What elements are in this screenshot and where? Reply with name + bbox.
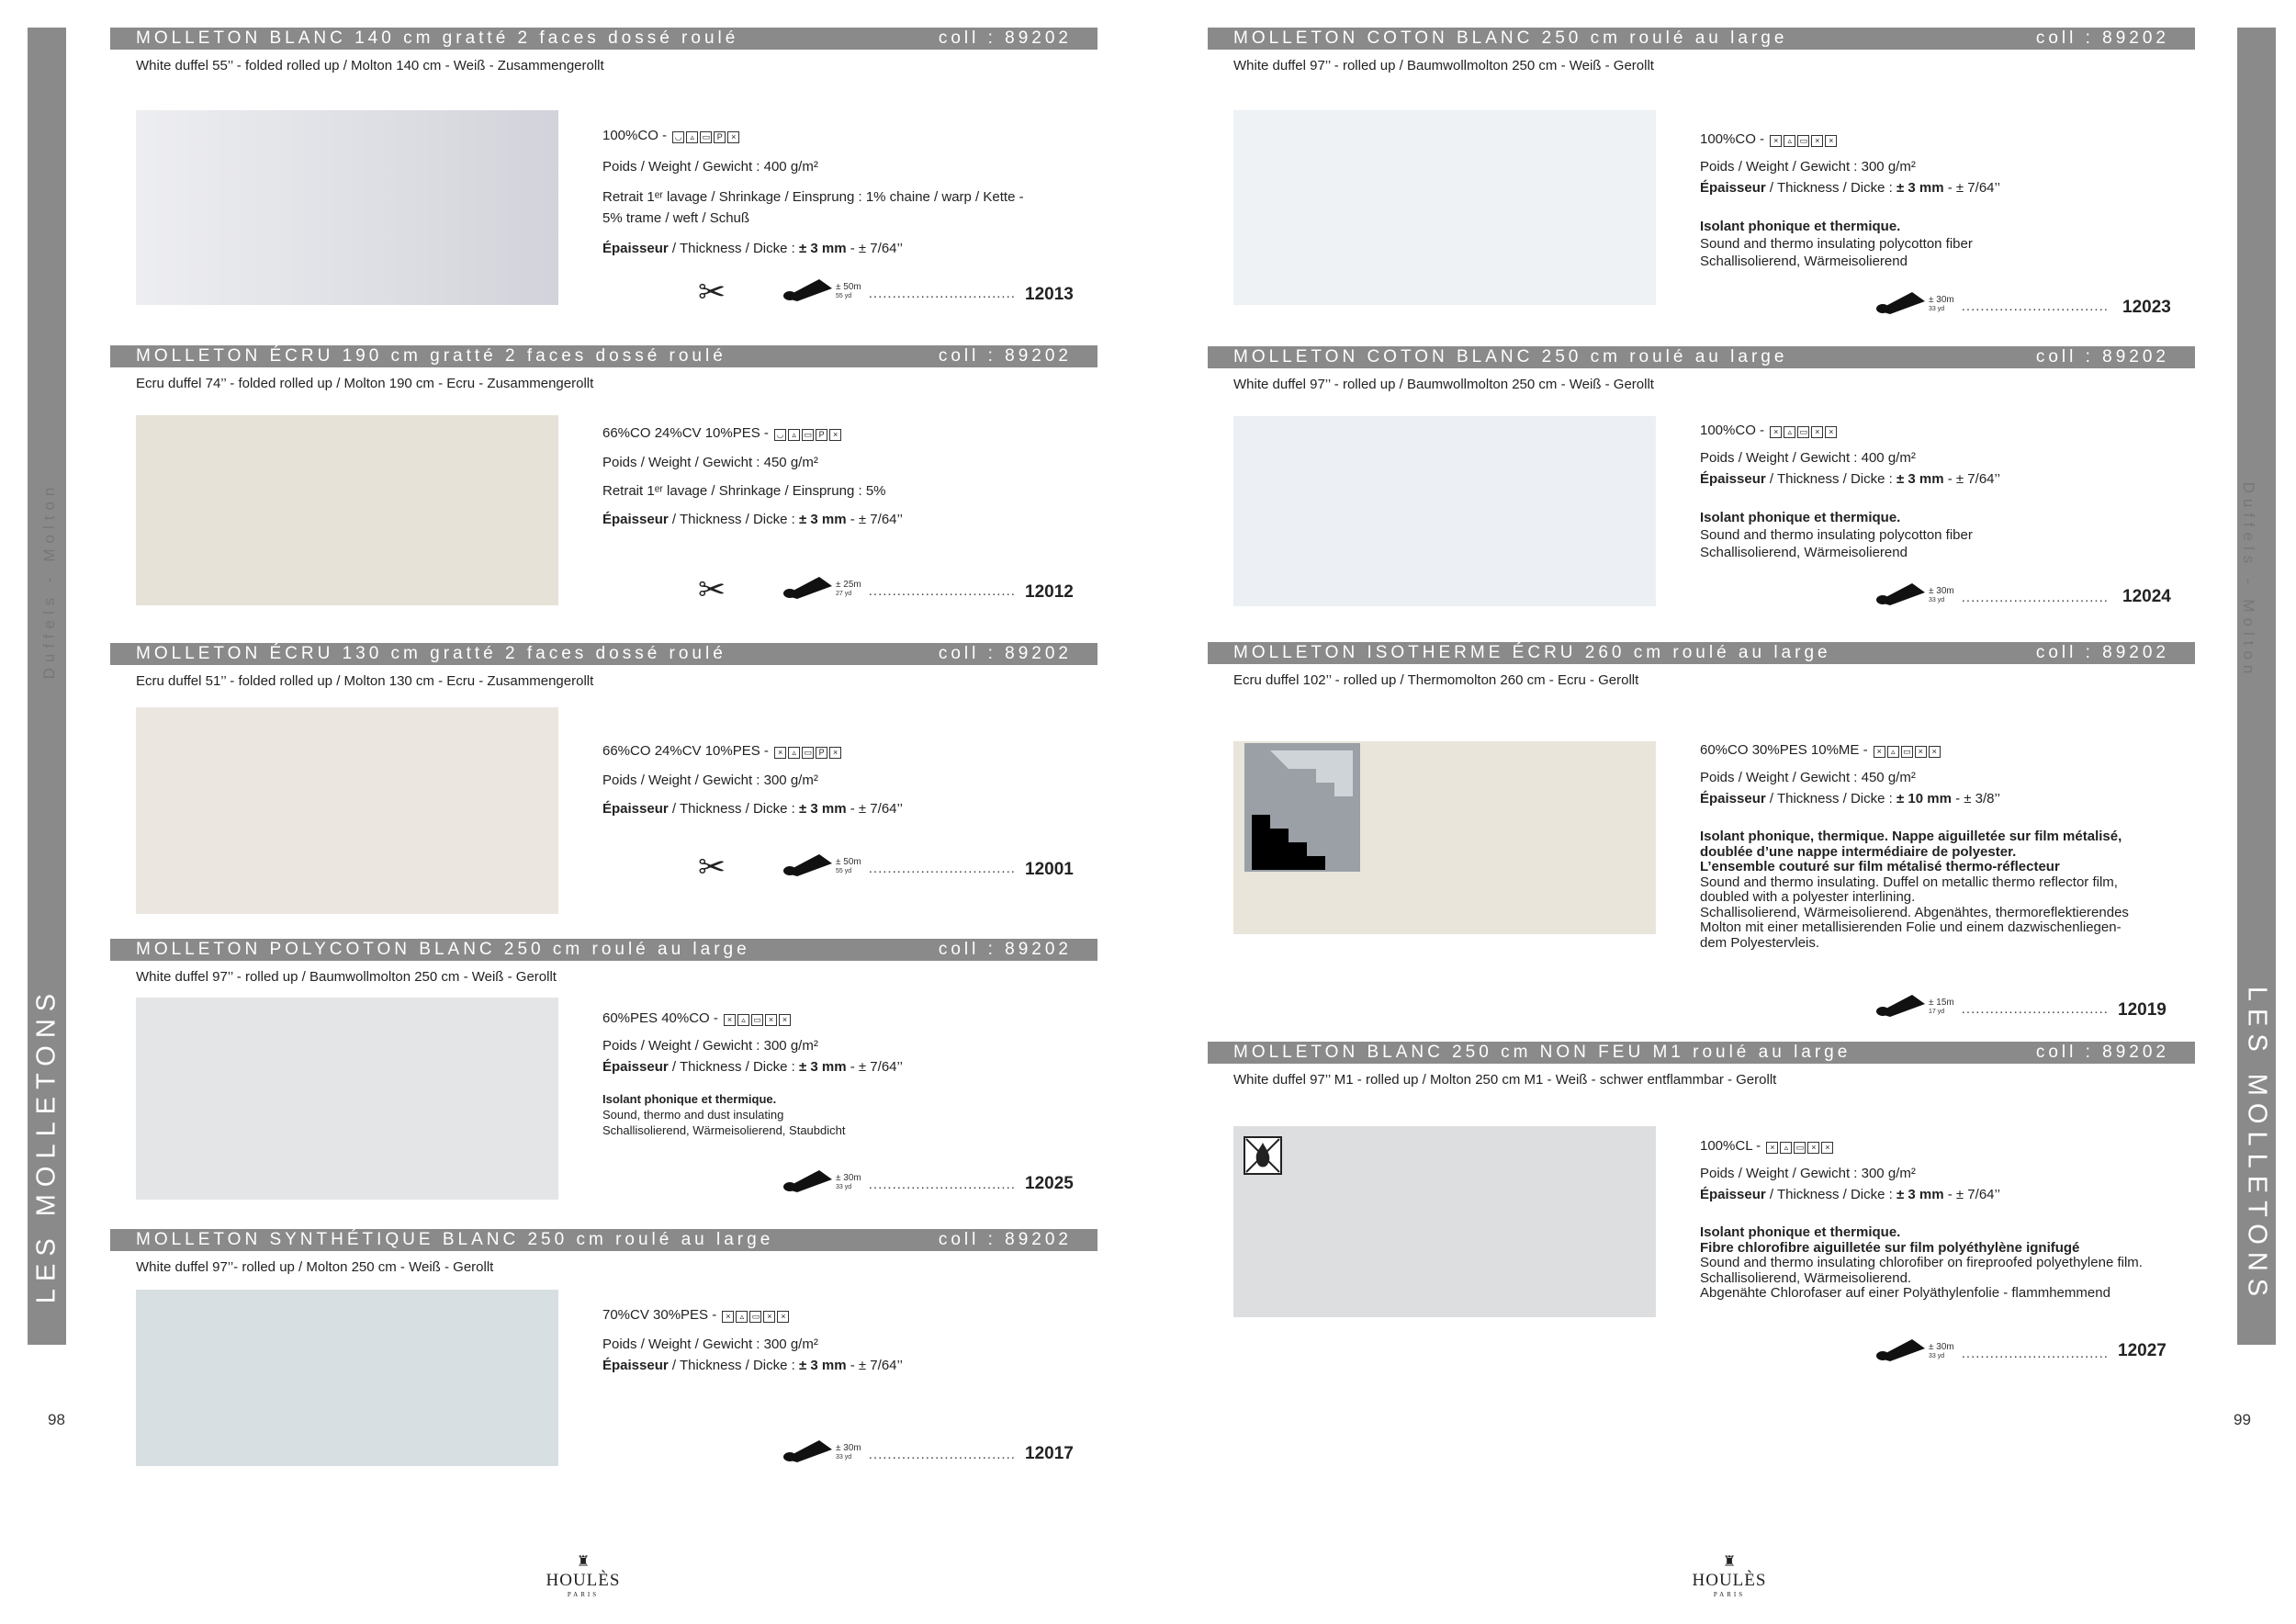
care-icons: × ▵ ▭ × × (1768, 420, 1837, 441)
care-icons: × ▵ ▭ × × (722, 1008, 791, 1029)
product-specs (1700, 129, 2000, 270)
page-number-left: 98 (48, 1411, 65, 1428)
collection-code: coll : 89202 (2035, 347, 2169, 367)
reference-number: 12001 (1025, 860, 1074, 879)
thickness-inch: - ± 7/64’’ (1943, 179, 2000, 196)
roll-length (782, 573, 1016, 599)
roll-length (782, 276, 1016, 301)
shrinkage: Retrait 1ᵉʳ lavage / Shrinkage / Einsprung : 1% chaine / warp / Kette - (602, 188, 1024, 205)
product-subtitle: White duffel 55’’ - folded rolled up / Molton 140 cm - Weiß - Zusammengerollt (136, 58, 604, 73)
leader-dots: ............................... (1961, 1346, 2109, 1361)
weight: Poids / Weight / Gewicht : 450 g/m² (1700, 769, 1916, 785)
product-title: MOLLETON SYNTHÉTIQUE BLANC 250 cm roulé au large (136, 1230, 774, 1249)
product-title: MOLLETON ÉCRU 190 cm gratté 2 faces dossé roulé (136, 346, 726, 366)
product-card (110, 643, 1097, 919)
product-subtitle: White duffel 97’’- rolled up / Molton 250 cm - Weiß - Gerollt (136, 1259, 494, 1275)
product-title: MOLLETON BLANC 140 cm gratté 2 faces dossé roulé (136, 28, 739, 48)
fabric-swatch (136, 1290, 558, 1466)
thickness-inch: - ± 7/64’’ (1943, 470, 2000, 487)
roll-yards: 33 yd (1929, 306, 1945, 312)
insulation-heading-2: Fibre chlorofibre aiguilletée sur film polyéthylène ignifugé (1700, 1239, 2080, 1256)
thickness-value: ± 3 mm (798, 512, 847, 528)
brand-logo-right (1688, 1552, 1771, 1598)
roll-meters: ± 30m (836, 1173, 861, 1183)
thickness-label: Épaisseur (1700, 790, 1766, 806)
product-card (1208, 1042, 2195, 1382)
sidebar-title-right: LES MOLLETONS (2242, 986, 2272, 1304)
leader-dots: ............................... (1961, 590, 2109, 605)
sidebar-subtitle-left: Duffels - Molton (40, 481, 58, 680)
thickness-text: / Thickness / Dicke : (1765, 1186, 1896, 1202)
fabric-swatch (1233, 1126, 1656, 1317)
product-subtitle: White duffel 97’’ - rolled up / Baumwollmolton 250 cm - Weiß - Gerollt (1233, 377, 1654, 392)
insulation-line: Molton mit einer metallisierenden Folie und einem dazwischenliegen- (1700, 919, 2122, 936)
product-subtitle: White duffel 97’’ - rolled up / Baumwollmolton 250 cm - Weiß - Gerollt (136, 969, 557, 985)
leader-dots: ............................... (1961, 299, 2109, 314)
thickness-inch: - ± 7/64’’ (846, 800, 903, 817)
weight: Poids / Weight / Gewicht : 300 g/m² (602, 1037, 818, 1054)
care-icons: × ▵ ▭ × × (1872, 739, 1941, 761)
thickness-inch: - ± 7/64’’ (846, 1357, 903, 1373)
thickness-text: / Thickness / Dicke : (668, 241, 799, 257)
scissors-icon: ✂ (698, 848, 726, 885)
thickness-label: Épaisseur (602, 512, 669, 528)
brand-sub: PARIS (1713, 1591, 1746, 1598)
product-card (110, 28, 1097, 321)
leader-dots: ............................... (868, 286, 1016, 301)
insulation-line: Schallisolierend, Wärmeisolierend. Abgenähtes, thermoreflektierendes (1700, 904, 2129, 920)
roll-meters: ± 15m (1929, 998, 1954, 1008)
scissors-icon: ✂ (698, 570, 726, 608)
product-title: MOLLETON ISOTHERME ÉCRU 260 cm roulé au large (1233, 643, 1831, 662)
product-specs (602, 423, 903, 530)
weight: Poids / Weight / Gewicht : 300 g/m² (1700, 158, 1916, 175)
insulation-heading: Isolant phonique et thermique. (1700, 510, 1901, 526)
product-title-bar (110, 28, 1097, 50)
insulation-line: Sound and thermo insulating chlorofiber on fireproofed polyethylene film. (1700, 1255, 2143, 1271)
product-subtitle: Ecru duffel 102’’ - rolled up / Thermomolton 260 cm - Ecru - Gerollt (1233, 672, 1639, 688)
insulation-de: Schallisolierend, Wärmeisolierend (1700, 253, 1908, 269)
fabric-roll-icon (1875, 1336, 1927, 1361)
fabric-roll-icon (1875, 991, 1927, 1017)
product-title: MOLLETON BLANC 250 cm NON FEU M1 roulé au large (1233, 1043, 1851, 1062)
roll-yards: 27 yd (836, 591, 852, 597)
insulation-line: doubled with a polyester interlining. (1700, 889, 1916, 906)
fabric-swatch (1233, 110, 1656, 305)
product-title: MOLLETON ÉCRU 130 cm gratté 2 faces dossé roulé (136, 644, 726, 663)
thickness-label: Épaisseur (1700, 179, 1766, 196)
collection-code: coll : 89202 (938, 1230, 1072, 1249)
fabric-swatch (1233, 416, 1656, 606)
composition: 100%CL - (1700, 1138, 1761, 1154)
product-specs (602, 740, 903, 819)
thickness-text: / Thickness / Dicke : (1765, 470, 1896, 487)
insulation-heading: Isolant phonique et thermique. (602, 1092, 777, 1107)
roll-meters: ± 50m (836, 282, 861, 292)
leader-dots: ............................... (868, 1177, 1016, 1192)
roll-length (1875, 288, 2109, 314)
collection-code: coll : 89202 (938, 940, 1072, 959)
reference-number: 12013 (1025, 285, 1074, 304)
fabric-swatch (136, 998, 558, 1200)
insulation-heading: Isolant phonique et thermique. (1700, 1224, 1901, 1241)
roll-meters: ± 30m (1929, 586, 1954, 596)
fabric-swatch (136, 415, 558, 605)
insulation-de: Schallisolierend, Wärmeisolierend (1700, 544, 1908, 560)
product-subtitle: White duffel 97’’ M1 - rolled up / Molton 250 cm M1 - Weiß - schwer entflammbar - Gerollt (1233, 1072, 1777, 1088)
product-title-bar (110, 643, 1097, 665)
reference-number: 12027 (2118, 1341, 2167, 1360)
roll-meters: ± 50m (836, 857, 861, 867)
composition: 100%CO - (1700, 423, 1765, 438)
thickness-label: Épaisseur (602, 1058, 669, 1075)
roll-length (1875, 580, 2109, 605)
roll-yards: 55 yd (836, 293, 852, 299)
composition: 70%CV 30%PES - (602, 1307, 717, 1323)
collection-code: coll : 89202 (2035, 1043, 2169, 1062)
thickness-value: ± 3 mm (1896, 470, 1944, 487)
product-title-bar (110, 939, 1097, 961)
insulation-line: Abgenähte Chlorofaser auf einer Polyäthylenfolie - flammhemmend (1700, 1285, 2110, 1302)
roll-meters: ± 30m (1929, 1342, 1954, 1352)
thickness-text: / Thickness / Dicke : (668, 1058, 799, 1075)
brand-logo-left (542, 1552, 625, 1598)
brand-sub: PARIS (567, 1591, 600, 1598)
collection-code: coll : 89202 (938, 28, 1072, 48)
care-icons: ◡ ▵ ▭ P × (772, 423, 841, 444)
product-specs (1700, 420, 2000, 561)
product-card (1208, 642, 2195, 1028)
thickness-value: ± 3 mm (1896, 1186, 1944, 1202)
roll-yards: 17 yd (1929, 1009, 1945, 1015)
product-card (110, 939, 1097, 1205)
sidebar-title-left: LES MOLLETONS (31, 986, 62, 1304)
weight: Poids / Weight / Gewicht : 450 g/m² (602, 454, 818, 470)
reference-number: 12023 (2122, 298, 2171, 317)
thickness-label: Épaisseur (602, 800, 669, 817)
reference-number: 12019 (2118, 1000, 2167, 1020)
weight: Poids / Weight / Gewicht : 300 g/m² (1700, 1165, 1916, 1181)
product-card (1208, 28, 2195, 326)
roll-length (1875, 991, 2109, 1017)
collection-code: coll : 89202 (938, 644, 1072, 663)
brand-name: HOULÈS (546, 1571, 621, 1590)
insulation-line: Schallisolierend, Wärmeisolierend. (1700, 1269, 1912, 1286)
insulation-heading: Isolant phonique et thermique. (1700, 219, 1901, 235)
fabric-roll-icon (782, 573, 834, 599)
thickness-text: / Thickness / Dicke : (668, 512, 799, 528)
product-specs (1700, 739, 2129, 951)
composition: 60%PES 40%CO - (602, 1010, 718, 1026)
thickness-value: ± 3 mm (798, 1357, 847, 1373)
product-specs (602, 1304, 903, 1376)
crown-icon: ♜ (1722, 1554, 1737, 1570)
care-icons: × ▵ ▭ P × (772, 740, 841, 761)
reference-number: 12024 (2122, 587, 2171, 606)
product-title: MOLLETON POLYCOTON BLANC 250 cm roulé au large (136, 940, 750, 959)
sidebar-subtitle-right: Duffels - Molton (2240, 481, 2257, 680)
weight: Poids / Weight / Gewicht : 300 g/m² (602, 1336, 818, 1352)
roll-yards: 33 yd (1929, 1353, 1945, 1359)
shrinkage-2: 5% trame / weft / Schuß (602, 210, 750, 227)
product-card (1208, 346, 2195, 622)
fire-retardant-icon (1244, 1137, 1281, 1174)
leader-dots: ............................... (1961, 1001, 2109, 1017)
fabric-roll-icon (1875, 580, 1927, 605)
reference-number: 12025 (1025, 1174, 1074, 1193)
roll-meters: ± 25m (836, 580, 861, 590)
weight: Poids / Weight / Gewicht : 400 g/m² (1700, 449, 1916, 466)
roll-length (782, 851, 1016, 876)
roll-yards: 33 yd (836, 1454, 852, 1460)
roll-meters: ± 30m (836, 1443, 861, 1453)
thickness-text: / Thickness / Dicke : (1765, 790, 1896, 806)
composition: 100%CO - (1700, 131, 1765, 147)
fabric-roll-icon (782, 1167, 834, 1192)
insulation-en: Sound and thermo insulating polycotton fiber (1700, 526, 1973, 543)
thickness-label: Épaisseur (602, 1357, 669, 1373)
roll-yards: 55 yd (836, 868, 852, 874)
insulation-heading-2: doublée d’une nappe intermédiaire de polyester. (1700, 843, 2017, 860)
roll-yards: 33 yd (1929, 597, 1945, 603)
roll-meters: ± 30m (1929, 295, 1954, 305)
insulation-de: Schallisolierend, Wärmeisolierend, Staubdicht (602, 1122, 846, 1137)
thickness-value: ± 10 mm (1896, 790, 1952, 806)
product-title-bar (1208, 28, 2195, 50)
thickness-inch: - ± 7/64’’ (846, 1058, 903, 1075)
thickness-inch: - ± 3/8’’ (1951, 790, 2000, 806)
care-icons: × ▵ ▭ × × (1764, 1135, 1833, 1156)
product-card (110, 345, 1097, 621)
product-subtitle: Ecru duffel 74’’ - folded rolled up / Molton 190 cm - Ecru - Zusammengerollt (136, 376, 594, 391)
collection-code: coll : 89202 (938, 346, 1072, 366)
right-sidebar (2237, 28, 2276, 1345)
product-title: MOLLETON COTON BLANC 250 cm roulé au large (1233, 347, 1788, 367)
thickness-value: ± 3 mm (798, 241, 847, 257)
insulation-heading: Isolant phonique, thermique. Nappe aiguilletée sur film métalisé, (1700, 829, 2122, 845)
fabric-swatch (136, 707, 558, 914)
thickness-label: Épaisseur (1700, 1186, 1766, 1202)
collection-code: coll : 89202 (2035, 28, 2169, 48)
weight: Poids / Weight / Gewicht : 300 g/m² (602, 772, 818, 788)
thickness-value: ± 3 mm (798, 1058, 847, 1075)
crown-icon: ♜ (576, 1554, 591, 1570)
fabric-roll-icon (782, 1437, 834, 1462)
product-title-bar (110, 345, 1097, 367)
fabric-roll-icon (782, 276, 834, 301)
roll-length (1875, 1336, 2109, 1361)
thickness-label: Épaisseur (1700, 470, 1766, 487)
shrinkage: Retrait 1ᵉʳ lavage / Shrinkage / Einsprung : 5% (602, 482, 886, 499)
product-title: MOLLETON COTON BLANC 250 cm roulé au large (1233, 28, 1788, 48)
roll-yards: 33 yd (836, 1184, 852, 1190)
care-icons: × ▵ ▭ × × (1768, 129, 1837, 150)
product-subtitle: White duffel 97’’ - rolled up / Baumwollmolton 250 cm - Weiß - Gerollt (1233, 58, 1654, 73)
page-number-right: 99 (2234, 1411, 2251, 1428)
fabric-roll-icon (1875, 288, 1927, 314)
thickness-inch: - ± 7/64’’ (846, 241, 903, 257)
product-title-bar (110, 1229, 1097, 1251)
fabric-roll-icon (782, 851, 834, 876)
brand-name: HOULÈS (1692, 1571, 1767, 1590)
leader-dots: ............................... (868, 1447, 1016, 1462)
thickness-label: Épaisseur (602, 241, 669, 257)
product-card (110, 1229, 1097, 1477)
thickness-inch: - ± 7/64’’ (1943, 1186, 2000, 1202)
left-sidebar (28, 28, 66, 1345)
thickness-text: / Thickness / Dicke : (668, 1357, 799, 1373)
composition: 100%CO - (602, 128, 668, 143)
product-specs (602, 1008, 903, 1139)
composition: 66%CO 24%CV 10%PES - (602, 425, 769, 441)
thickness-text: / Thickness / Dicke : (1765, 179, 1896, 196)
thickness-value: ± 3 mm (1896, 179, 1944, 196)
insulation-heading-3: L’ensemble couturé sur film métalisé thermo-réflecteur (1700, 859, 2060, 875)
reference-number: 12017 (1025, 1444, 1074, 1463)
product-subtitle: Ecru duffel 51’’ - folded rolled up / Molton 130 cm - Ecru - Zusammengerollt (136, 673, 594, 689)
leader-dots: ............................... (868, 861, 1016, 876)
composition: 60%CO 30%PES 10%ME - (1700, 742, 1868, 758)
thickness-text: / Thickness / Dicke : (668, 800, 799, 817)
fabric-swatch (136, 110, 558, 305)
thickness-value: ± 3 mm (798, 800, 847, 817)
insulation-en: Sound, thermo and dust insulating (602, 1108, 784, 1122)
product-specs (1700, 1135, 2143, 1302)
care-icons: ◡ ▵ ▭ P × (670, 125, 739, 146)
reference-number: 12012 (1025, 582, 1074, 602)
product-title-bar (1208, 642, 2195, 664)
thickness-inch: - ± 7/64’’ (846, 512, 903, 528)
collection-code: coll : 89202 (2035, 643, 2169, 662)
product-title-bar (1208, 1042, 2195, 1064)
insulation-en: Sound and thermo insulating polycotton fiber (1700, 235, 1973, 252)
insulation-line: Sound and thermo insulating. Duffel on metallic thermo reflector film, (1700, 874, 2118, 890)
care-icons: × ▵ ▭ × × (720, 1304, 789, 1325)
insulation-line: dem Polyestervleis. (1700, 934, 1820, 951)
metallic-film-inset (1244, 743, 1360, 872)
product-title-bar (1208, 346, 2195, 368)
weight: Poids / Weight / Gewicht : 400 g/m² (602, 158, 818, 175)
composition: 66%CO 24%CV 10%PES - (602, 743, 769, 759)
fabric-swatch (1233, 741, 1656, 934)
leader-dots: ............................... (868, 583, 1016, 599)
roll-length (782, 1167, 1016, 1192)
product-specs (602, 125, 1024, 260)
scissors-icon: ✂ (698, 273, 726, 310)
roll-length (782, 1437, 1016, 1462)
